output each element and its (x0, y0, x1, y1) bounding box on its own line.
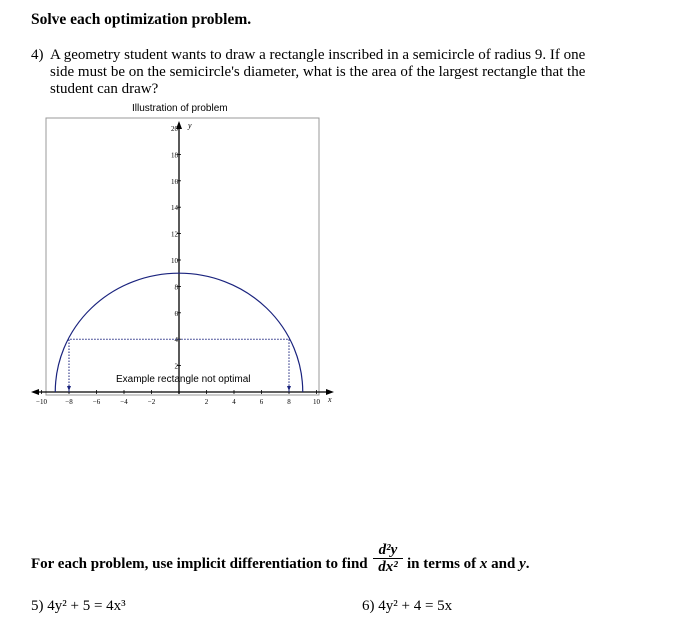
instruction-line (31, 542, 530, 575)
x-tick-label-6: 6 (259, 398, 264, 406)
x-tick-label--4: −4 (120, 398, 128, 406)
y-tick-label-20: 20 (171, 125, 178, 133)
x-tick-label-10: 10 (313, 398, 320, 406)
x-tick-label--2: −2 (147, 398, 156, 406)
x-tick-label--10: −10 (36, 398, 47, 406)
y-tick-label-2: 2 (174, 362, 178, 371)
fraction-denominator: dx² (378, 559, 398, 575)
y-tick-label-18: 18 (171, 151, 178, 160)
chart-annotation: Example rectangle not optimal (116, 374, 251, 385)
problem-6-number: 6) (362, 598, 375, 614)
instruction-suffix: in terms of x and y. (407, 556, 530, 572)
problem-text-line-2: side must be on the semicircle's diameter, what is the area of the largest rectangle that the (50, 64, 586, 80)
x-tick-label--6: −6 (92, 398, 101, 406)
section-title: Solve each optimization problem. (31, 11, 252, 28)
x-axis-arrow-left (31, 389, 39, 395)
rect-arrow-right (287, 386, 291, 391)
chart-ticks (36, 125, 320, 406)
problem-5 (31, 598, 126, 615)
y-tick-label-10: 10 (171, 257, 178, 265)
chart-title: Illustration of problem (132, 103, 228, 114)
instruction-prefix: For each problem, use implicit differentiation to find (31, 556, 368, 572)
y-axis-label: y (188, 121, 192, 130)
problem-5-number: 5) (31, 598, 44, 614)
fraction-numerator: d²y (373, 542, 403, 559)
y-tick-label-14: 14 (171, 204, 178, 213)
x-tick-label-2: 2 (204, 398, 209, 406)
problem-text-line-1: A geometry student wants to draw a rectangle inscribed in a semicircle of radius 9. If one (50, 47, 586, 63)
problem-6-equation: 4y² + 4 = 5x (378, 598, 453, 614)
y-tick-label-8: 8 (174, 283, 178, 292)
chart-frame (46, 118, 319, 395)
problem-text-line-3: student can draw? (50, 81, 159, 97)
problem-number: 4) (31, 47, 44, 63)
second-derivative-fraction (373, 542, 403, 575)
y-tick-label-4: 4 (174, 336, 178, 345)
x-tick-label-8: 8 (287, 398, 291, 406)
x-axis-label: x (328, 395, 332, 404)
y-tick-label-12: 12 (171, 230, 178, 239)
problem-6 (362, 598, 452, 615)
x-tick-label--8: −8 (65, 398, 73, 406)
x-tick-label-4: 4 (232, 398, 236, 406)
rect-arrow-left (67, 386, 71, 391)
y-tick-label-16: 16 (171, 177, 178, 186)
y-tick-label-6: 6 (174, 309, 178, 318)
problem-5-equation: 4y² + 5 = 4x³ (47, 598, 126, 614)
